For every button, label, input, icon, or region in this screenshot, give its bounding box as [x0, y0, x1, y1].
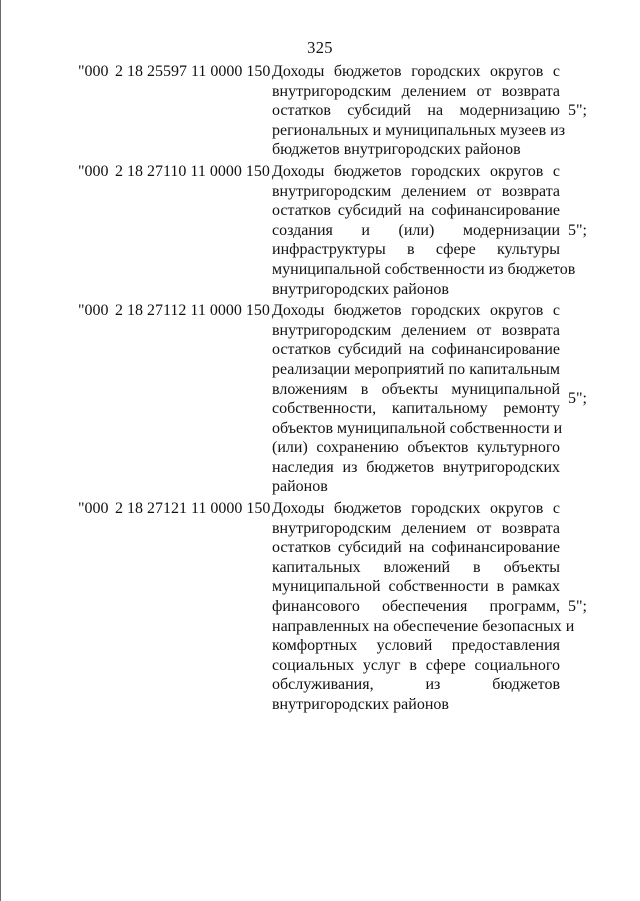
revenue-description [271, 162, 576, 299]
description-line: наследия из бюджетов внутригородских [272, 458, 560, 476]
description-line: собственности, капитальному ремонту [272, 400, 560, 418]
description-line: инфраструктуры в сфере культуры [272, 241, 560, 259]
description-line: Доходы бюджетов городских округов с [272, 162, 560, 180]
description-line: остатков субсидий на софинансирование [272, 341, 560, 359]
revenue-code: 2 18 27121 11 0000 150 [115, 500, 271, 518]
description-line: региональных и муниципальных музеев из [272, 121, 566, 139]
description-line: остатков субсидий на софинансирование [272, 202, 560, 220]
description-line: остатков субсидий на модернизацию [272, 102, 560, 120]
description-line: бюджетов внутригородских районов [272, 141, 521, 159]
revenue-entry [0, 162, 640, 299]
description-line: внутригородским делением от возврата [272, 82, 560, 100]
description-line: внутригородским делением от возврата [272, 519, 560, 537]
revenue-entry [0, 62, 640, 160]
description-line: внутригородских районов [272, 280, 449, 298]
description-line: муниципальной собственности в рамках [272, 578, 560, 596]
description-line: районов [272, 478, 328, 496]
description-line: муниципальной собственности из бюджетов [272, 260, 576, 278]
revenue-code-cell [0, 301, 271, 497]
amount-value: 5"; [568, 221, 587, 239]
revenue-description [271, 301, 563, 497]
revenue-description [271, 499, 575, 715]
amount-value: 5"; [568, 390, 587, 408]
revenue-code: 2 18 27110 11 0000 150 [115, 162, 270, 180]
description-line: объектов муниципальной собственности и [272, 419, 563, 437]
description-line: Доходы бюджетов городских округов с [272, 500, 560, 518]
revenue-code-cell [0, 62, 271, 160]
description-line: обслуживания, из бюджетов [272, 676, 560, 694]
description-line: Доходы бюджетов городских округов с [272, 63, 560, 80]
description-line: создания и (или) модернизации [272, 221, 560, 239]
amount-value: 5"; [568, 102, 587, 120]
revenue-entry [0, 301, 640, 497]
description-line: внутригородских районов [272, 696, 449, 713]
revenue-entry [0, 499, 640, 715]
amount-value: 5"; [568, 598, 587, 616]
description-line: реализации мероприятий по капитальным [272, 360, 560, 378]
description-line: вложениям в объекты муниципальной [272, 380, 560, 398]
description-line: Доходы бюджетов городских округов с [272, 302, 560, 320]
description-line: внутригородским делением от возврата [272, 182, 560, 200]
description-line: социальных услуг в сфере социального [272, 656, 560, 674]
revenue-code: 2 18 25597 11 0000 150 [115, 63, 271, 80]
description-line: финансового обеспечения программ, [272, 598, 560, 616]
revenue-description [271, 62, 566, 160]
description-line: внутригородским делением от возврата [272, 321, 560, 339]
description-line: (или) сохранению объектов культурного [272, 439, 560, 457]
description-line: комфортных условий предоставления [272, 637, 560, 655]
revenue-code: 2 18 27112 11 0000 150 [115, 302, 270, 320]
opening-quote: "000 [78, 162, 109, 180]
revenue-code-list [0, 62, 640, 717]
opening-quote: "000 [78, 302, 109, 320]
revenue-code-cell [0, 499, 271, 715]
description-line: направленных на обеспечение безопасных и [272, 617, 575, 635]
opening-quote: "000 [78, 500, 109, 518]
revenue-code-cell [0, 162, 271, 299]
description-line: капитальных вложений в объекты [272, 558, 560, 576]
page-number: 325 [307, 38, 333, 57]
description-line: остатков субсидий на софинансирование [272, 539, 560, 557]
opening-quote: "000 [78, 63, 109, 80]
